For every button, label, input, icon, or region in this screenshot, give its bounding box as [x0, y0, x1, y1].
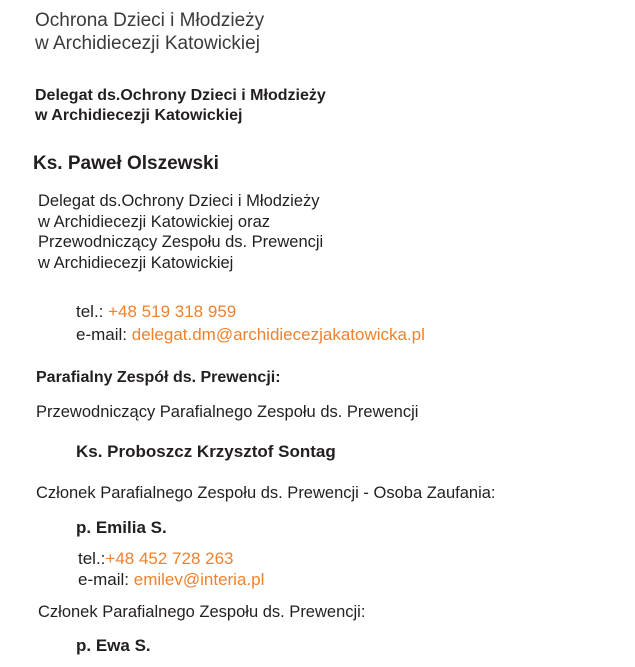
email-label: e-mail:: [76, 325, 132, 344]
page-title-line-2: w Archidiecezji Katowickiej: [35, 33, 260, 54]
member1-phone-row: [78, 548, 264, 569]
member1-email-row: [78, 569, 264, 590]
member1-phone-link[interactable]: +48 452 728 263: [105, 549, 234, 568]
chair-role: Przewodniczący Parafialnego Zespołu ds. Prewencji: [36, 403, 419, 421]
phone-label: tel.:: [78, 549, 106, 568]
member1-role: Członek Parafialnego Zespołu ds. Prewencji - Osoba Zaufania:: [36, 484, 496, 502]
member1-email-link[interactable]: emilev@interia.pl: [133, 570, 265, 589]
page-title-line-1: Ochrona Dzieci i Młodzieży: [35, 10, 265, 31]
delegate-name: Ks. Paweł Olszewski: [33, 153, 219, 174]
member1-contact: [78, 548, 264, 590]
member2-role: Członek Parafialnego Zespołu ds. Prewencji:: [38, 603, 366, 621]
delegate-contact: [76, 300, 425, 346]
member2-name: p. Ewa S.: [76, 636, 151, 655]
delegate-heading-line-2: w Archidiecezji Katowickiej: [35, 107, 243, 124]
delegate-heading-line-1: Delegat ds.Ochrony Dzieci i Młodzieży: [35, 87, 326, 104]
delegate-email-row: [76, 323, 425, 346]
delegate-description-line: Przewodniczący Zespołu ds. Prewencji: [38, 233, 324, 251]
parish-team-heading: Parafialny Zespół ds. Prewencji:: [36, 369, 281, 386]
delegate-heading: [35, 86, 326, 126]
delegate-description-line: w Archidiecezji Katowickiej: [38, 253, 234, 272]
delegate-email-link[interactable]: delegat.dm@archidiecezjakatowicka.pl: [131, 325, 425, 344]
delegate-description: [38, 191, 323, 273]
chair-name: Ks. Proboszcz Krzysztof Sontag: [76, 442, 336, 461]
page-title: [35, 9, 264, 55]
delegate-description-line: w Archidiecezji Katowickiej oraz: [38, 212, 271, 231]
delegate-phone-link[interactable]: +48 519 318 959: [108, 302, 237, 321]
member1-name: p. Emilia S.: [76, 518, 167, 537]
phone-label: tel.:: [76, 302, 109, 321]
delegate-phone-row: [76, 300, 425, 323]
email-label: e-mail:: [78, 570, 134, 589]
delegate-description-line: Delegat ds.Ochrony Dzieci i Młodzieży: [38, 192, 320, 210]
